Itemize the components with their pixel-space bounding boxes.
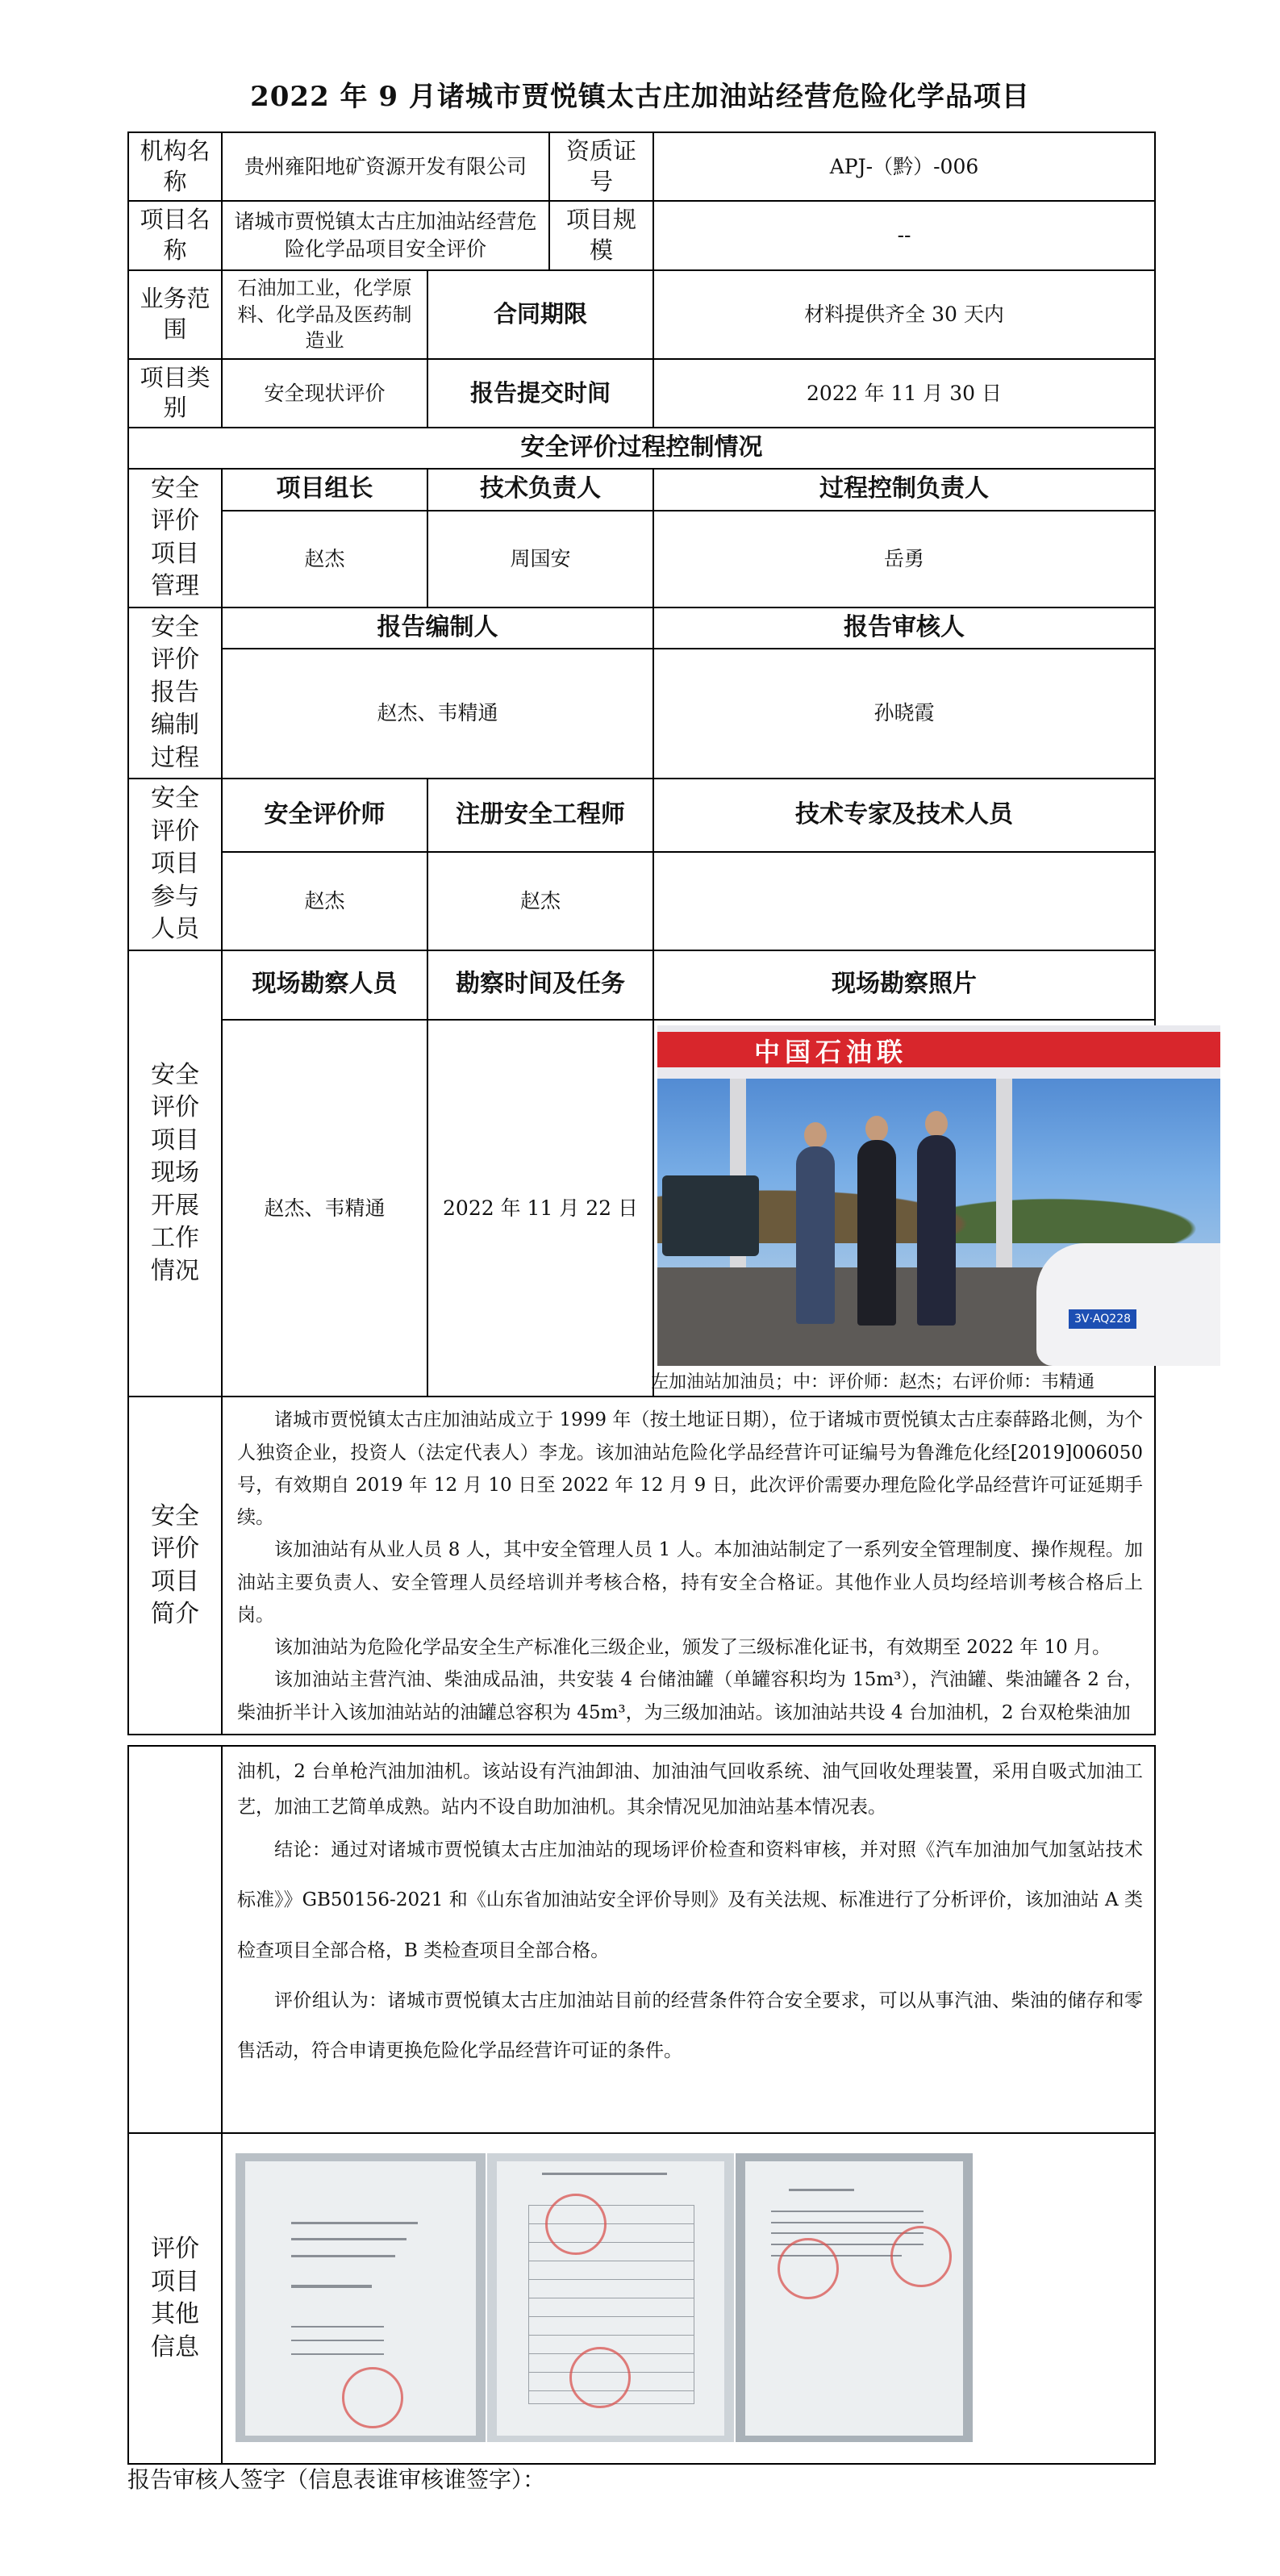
experts-header: 技术专家及技术人员 — [653, 779, 1155, 851]
station-canopy — [657, 1025, 1220, 1079]
report-document-photos — [226, 2153, 974, 2444]
truck — [662, 1175, 759, 1256]
assessor-header: 安全评价师 — [222, 779, 427, 851]
station-sign: 中国石油联 — [754, 1036, 908, 1067]
process-header: 安全评价过程控制情况 — [128, 428, 1155, 469]
engineer-value: 赵杰 — [427, 852, 653, 950]
row-management-header — [128, 469, 1155, 511]
participants-label: 安全评价项目参与人员 — [128, 779, 222, 950]
compiler-header: 报告编制人 — [222, 607, 653, 649]
project-label: 项目名称 — [128, 201, 222, 269]
scale-value: -- — [653, 201, 1155, 269]
scope-label: 业务范围 — [128, 270, 222, 359]
tech-lead-header: 技术负责人 — [427, 469, 653, 511]
project-info-table-continued — [127, 1745, 1156, 2465]
intro-paragraph: 该加油站有从业人员 8 人，其中安全管理人员 1 人。本加油站制定了一系列安全管理制度、操作规程。加油站主要负责人、安全管理人员经培训并考核合格，持有安全合格证。其他作业人员均经培训考核合格后上岗。 — [237, 1539, 1144, 1626]
project-value: 诸城市贾悦镇太古庄加油站经营危险化学品项目安全评价 — [222, 201, 549, 269]
row-type — [128, 359, 1155, 428]
contract-value: 材料提供齐全 30 天内 — [653, 270, 1155, 359]
row-participants-header — [128, 779, 1155, 851]
compiler-value: 赵杰、韦精通 — [222, 649, 653, 779]
org-value: 贵州雍阳地矿资源开发有限公司 — [222, 132, 549, 201]
page-title: 2022 年 9 月诸城市贾悦镇太古庄加油站经营危险化学品项目 — [250, 81, 1030, 113]
official-seal-icon — [545, 2194, 607, 2255]
official-seal-icon — [778, 2238, 839, 2299]
conclusion-paragraph: 结论：通过对诸城市贾悦镇太古庄加油站的现场评价检查和资料审核，并对照《汽车加油加气加氢站技术标准》》GB50156-2021 和《山东省加油站安全评价导则》及有关法规、标准进行了分析评价，该加油站 A 类检查项目全部合格，B 类检查项目全部合格。 — [237, 1839, 1143, 1961]
official-seal-icon — [890, 2226, 952, 2287]
engineer-header: 注册安全工程师 — [427, 779, 653, 851]
row-other — [128, 2133, 1155, 2464]
site-date-value: 2022 年 11 月 22 日 — [427, 1020, 653, 1397]
row-process-header — [128, 428, 1155, 469]
row-compile-values — [128, 649, 1155, 779]
person-attendant — [796, 1146, 835, 1324]
photo-caption: 左加油站加油员；中：评价师：赵杰；右评价师：韦精通 — [651, 1372, 1095, 1392]
site-people-value: 赵杰、韦精通 — [222, 1020, 427, 1397]
person-assessor-wei — [917, 1135, 956, 1326]
process-lead-header: 过程控制负责人 — [653, 469, 1155, 511]
official-seal-icon — [342, 2367, 403, 2428]
reviewer-value: 孙晓霞 — [653, 649, 1155, 779]
contract-label: 合同期限 — [427, 270, 653, 359]
canopy-pillar — [996, 1079, 1012, 1296]
row-continuation — [128, 1746, 1155, 2133]
leader-header: 项目组长 — [222, 469, 427, 511]
tech-lead-value: 周国安 — [427, 511, 653, 607]
official-seal-icon — [569, 2347, 631, 2408]
project-info-table — [127, 132, 1156, 1735]
site-photo-header: 现场勘察照片 — [653, 950, 1155, 1020]
process-lead-value: 岳勇 — [653, 511, 1155, 607]
row-site-header — [128, 950, 1155, 1020]
management-label: 安全评价项目管理 — [128, 469, 222, 607]
intro-paragraph: 该加油站主营汽油、柴油成品油，共安装 4 台储油罐（单罐容积均为 15m³），汽油罐、柴油罐各 2 台，柴油折半计入该加油站站的油罐总容积为 45m³，为三级加油站。该加油站共设 4 台加油机，2 台双枪柴油加 — [237, 1669, 1144, 1723]
continuation-content — [222, 1746, 1155, 2133]
site-label: 安全评价项目现场开展工作情况 — [128, 950, 222, 1397]
row-participants-values — [128, 852, 1155, 950]
submit-value: 2022 年 11 月 30 日 — [653, 359, 1155, 428]
site-time-header: 勘察时间及任务 — [427, 950, 653, 1020]
cert-value: APJ-（黔）-006 — [653, 132, 1155, 201]
site-photo-cell — [653, 1020, 1155, 1397]
type-label: 项目类别 — [128, 359, 222, 428]
site-people-header: 现场勘察人员 — [222, 950, 427, 1020]
submit-label: 报告提交时间 — [427, 359, 653, 428]
intro-label: 安全评价项目简介 — [128, 1397, 222, 1735]
participants-sheet-photo — [487, 2153, 734, 2442]
row-intro — [128, 1397, 1155, 1735]
assessor-value: 赵杰 — [222, 852, 427, 950]
license-plate: 3V·AQ228 — [1069, 1309, 1136, 1329]
scope-value: 石油加工业，化学原料、化学品及医药制造业 — [222, 270, 427, 359]
intro-paragraph: 该加油站为危险化学品安全生产标准化三级企业，颁发了三级标准化证书，有效期至 2022 年 10 月。 — [274, 1637, 1111, 1659]
row-scope — [128, 270, 1155, 359]
row-project — [128, 201, 1155, 269]
site-survey-photo — [657, 1025, 1220, 1366]
person-assessor-zhao — [857, 1140, 896, 1326]
intro-paragraph: 诸城市贾悦镇太古庄加油站成立于 1999 年（按土地证日期），位于诸城市贾悦镇太古庄泰薛路北侧，为个人独资企业，投资人（法定代表人）李龙。该加油站危险化学品经营许可证编号为鲁潍危化经[2019]006050 号，有效期自 2019 年 12 月 10 日至 2022 年 12 月 9 日，此次评价需要办理危险化学品经营许可证延期手续。 — [237, 1409, 1144, 1529]
cert-label: 资质证号 — [549, 132, 653, 201]
experts-value — [653, 852, 1155, 950]
reviewer-signature-line: 报告审核人签字（信息表谁审核谁签字）： — [127, 2466, 546, 2493]
other-label: 评价项目其他信息 — [128, 2133, 222, 2464]
report-cover-photo — [236, 2153, 486, 2442]
row-compile-header — [128, 607, 1155, 649]
reviewer-header: 报告审核人 — [653, 607, 1155, 649]
org-label: 机构名称 — [128, 132, 222, 201]
scale-label: 项目规模 — [549, 201, 653, 269]
assessment-paragraph: 评价组认为：诸城市贾悦镇太古庄加油站目前的经营条件符合安全要求，可以从事汽油、柴油的储存和零售活动，符合申请更换危险化学品经营许可证的条件。 — [237, 1989, 1143, 2061]
car — [1036, 1243, 1220, 1366]
intro-content — [222, 1397, 1155, 1735]
row-org — [128, 132, 1155, 201]
leader-value: 赵杰 — [222, 511, 427, 607]
type-value: 安全现状评价 — [222, 359, 427, 428]
row-site-values — [128, 1020, 1155, 1397]
continuation-label-cell — [128, 1746, 222, 2133]
compile-label: 安全评价报告编制过程 — [128, 607, 222, 779]
conclusion-page-photo — [736, 2153, 973, 2442]
continuation-paragraph: 油机，2 台单枪汽油加油机。该站设有汽油卸油、加油油气回收系统、油气回收处理装置，采用自吸式加油工艺，加油工艺简单成熟。站内不设自助加油机。其余情况见加油站基本情况表。 — [237, 1761, 1143, 1818]
row-management-values — [128, 511, 1155, 607]
other-photos-cell — [222, 2133, 1155, 2464]
